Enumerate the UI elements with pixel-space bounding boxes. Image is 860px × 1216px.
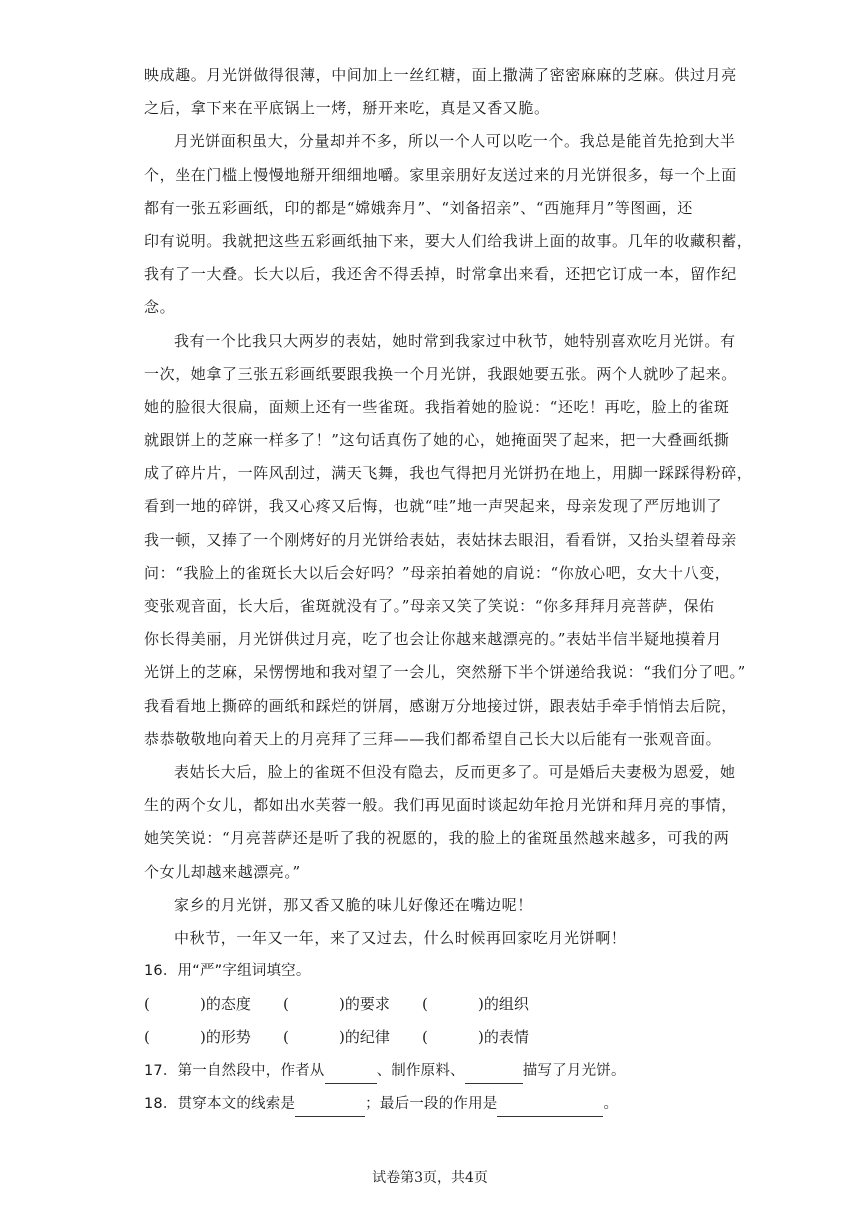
passage-line: 问：“我脸上的雀斑长大以后会好吗？”母亲拍着她的肩说：“你放心吧，女大十八变， — [144, 563, 731, 582]
blank-suffix: 的组织 — [483, 995, 529, 1014]
fill-blank-item[interactable] — [283, 991, 422, 1017]
passage-line: 成了碎片片，一阵风刮过，满天飞舞，我也气得把月光饼扔在地上，用脚一踩踩得粉碎， — [144, 464, 753, 483]
passage-line: 变张观音面，长大后，雀斑就没有了。”母亲又笑了笑说：“你多拜拜月亮菩萨，保佑 — [144, 597, 715, 615]
blank-suffix: 的要求 — [344, 995, 390, 1014]
passage-line: 就跟饼上的芝麻一样多了！”这句话真伤了她的心，她掩面哭了起来，把一大叠画纸撕 — [144, 431, 730, 450]
fill-blank-item[interactable] — [144, 1024, 283, 1050]
passage-line: 个女儿却越来越漂亮。” — [144, 862, 301, 881]
passage-line: 个，坐在门槛上慢慢地掰开细细地嚼。家里亲朋好友送过来的月光饼很多，每一个上面 — [144, 165, 737, 184]
passage-line: 她的脸很大很扁，面颊上还有一些雀斑。我指着她的脸说：“还吃！再吃，脸上的雀斑 — [144, 397, 730, 416]
question-16-row-2 — [144, 1024, 724, 1050]
passage-line: 都有一张五彩画纸，印的都是“嫦娥奔月”、“刘备招亲”、“西施拜月”等图画，还 — [144, 198, 693, 217]
question-text: 。 — [603, 1095, 619, 1112]
blank-suffix: 的纪律 — [344, 1028, 390, 1047]
open-paren: ( — [422, 1028, 428, 1047]
passage-line: 看到一地的碎饼，我又心疼又后悔，也就“哇”地一声哭起来，母亲发现了严厉地训了 — [144, 497, 723, 516]
close-paren: ) — [200, 1028, 206, 1047]
fill-blank-item[interactable] — [144, 991, 283, 1017]
blank-suffix: 的态度 — [205, 995, 251, 1014]
passage-line: 我看看地上撕碎的画纸和踩烂的饼屑，感谢万分地接过饼，跟表姑手牵手悄悄去后院， — [144, 696, 737, 715]
question-16-row-1 — [144, 991, 724, 1017]
passage-line: 我有一个比我只大两岁的表姑，她时常到我家过中秋节，她特别喜欢吃月光饼。有 — [174, 331, 736, 350]
close-paren: ) — [200, 995, 206, 1014]
passage-line: 中秋节，一年又一年，来了又过去，什么时候再回家吃月光饼啊！ — [174, 928, 627, 947]
fill-blank-item[interactable] — [422, 1024, 561, 1050]
open-paren: ( — [422, 995, 428, 1014]
passage-line: 我有了一大叠。长大以后，我还舍不得丢掉，时常拿出来看，还把它订成一本，留作纪 — [144, 265, 737, 284]
passage-line: 表姑长大后，脸上的雀斑不但没有隐去，反而更多了。可是婚后夫妻极为恩爱，她 — [174, 762, 736, 781]
close-paren: ) — [339, 995, 345, 1014]
open-paren: ( — [144, 995, 150, 1014]
blank-suffix: 的表情 — [483, 1028, 529, 1047]
blank-suffix: 的形势 — [205, 1028, 251, 1047]
passage-line: 月光饼面积虽大，分量却并不多，所以一个人可以吃一个。我总是能首先抢到大半 — [174, 132, 736, 151]
open-paren: ( — [283, 1028, 289, 1047]
open-paren: ( — [144, 1028, 150, 1047]
passage-line: 印有说明。我就把这些五彩画纸抽下来，要大人们给我讲上面的故事。几年的收藏积蓄， — [144, 231, 753, 250]
question-18 — [144, 1091, 724, 1117]
passage-line: 我一顿，又捧了一个刚烤好的月光饼给表姑，表姑抹去眼泪，看看饼，又抬头望着母亲 — [144, 530, 737, 549]
question-text: ；最后一段的作用是 — [365, 1095, 498, 1112]
passage-line: 映成趣。月光饼做得很薄，中间加上一丝红糖，面上撒满了密密麻麻的芝麻。供过月亮 — [144, 66, 737, 84]
question-text: 、制作原料、 — [376, 1062, 465, 1079]
page-footer: 试卷第3页，共4页 — [372, 1170, 488, 1186]
question-text: 描写了月光饼。 — [522, 1062, 626, 1079]
close-paren: ) — [339, 1028, 345, 1047]
open-paren: ( — [283, 995, 289, 1014]
passage-content — [144, 62, 753, 1124]
passage-line: 生的两个女儿，都如出水芙蓉一般。我们再见面时谈起幼年抢月光饼和拜月亮的事情， — [144, 796, 737, 815]
fill-blank-item[interactable] — [283, 1024, 422, 1050]
question-17 — [144, 1058, 724, 1084]
passage-line: 她笑笑说：“月亮菩萨还是听了我的祝愿的，我的脸上的雀斑虽然越来越多，可我的两 — [144, 829, 730, 848]
fill-blank-item[interactable] — [422, 991, 561, 1017]
passage-line: 光饼上的芝麻，呆愣愣地和我对望了一会儿，突然掰下半个饼递给我说：“我们分了吧。” — [144, 663, 746, 682]
question-number: 17． — [144, 1062, 178, 1079]
question-text: 第一自然段中，作者从 — [177, 1062, 325, 1079]
passage-line: 家乡的月光饼，那又香又脆的味儿好像还在嘴边呢！ — [174, 895, 533, 914]
passage-line: 念。 — [144, 298, 176, 317]
close-paren: ) — [478, 995, 484, 1014]
question-16-stem: 16．用“严”字组词填空。 — [144, 963, 311, 980]
close-paren: ) — [478, 1028, 484, 1047]
passage-line: 之后，拿下来在平底锅上一烤，掰开来吃，真是又香又脆。 — [144, 99, 550, 118]
answer-blank[interactable] — [325, 1065, 377, 1084]
answer-blank[interactable] — [465, 1065, 523, 1084]
passage-line: 一次，她拿了三张五彩画纸要跟我换一个月光饼，我跟她要五张。两个人就吵了起来。 — [144, 364, 737, 383]
question-text: 贯穿本文的线索是 — [177, 1095, 296, 1112]
answer-blank[interactable] — [295, 1098, 365, 1117]
question-number: 18． — [144, 1095, 178, 1112]
passage-line: 你长得美丽，月光饼供过月亮，吃了也会让你越来越漂亮的。”表姑半信半疑地摸着月 — [144, 630, 722, 649]
passage-line: 恭恭敬敬地向着天上的月亮拜了三拜——我们都希望自己长大以后能有一张观音面。 — [144, 729, 722, 748]
answer-blank[interactable] — [497, 1098, 603, 1117]
